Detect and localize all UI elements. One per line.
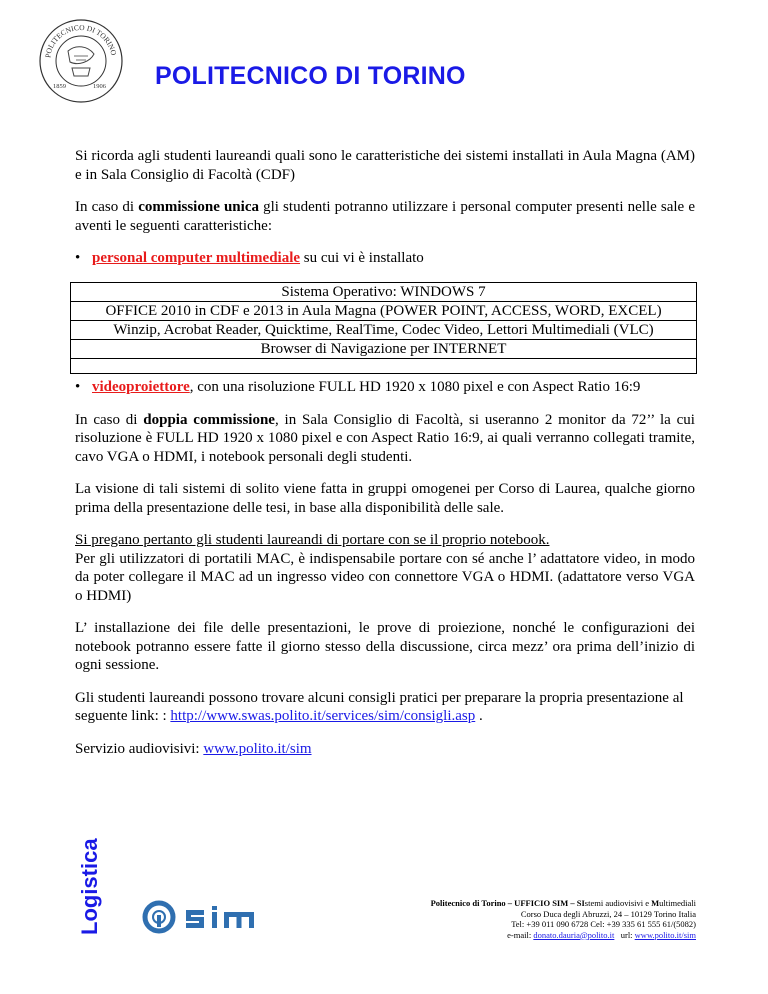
specs-row: OFFICE 2010 in CDF e 2013 in Aula Magna (POWER POINT, ACCESS, WORD, EXCEL) xyxy=(71,302,697,321)
sim-website-link[interactable]: www.polito.it/sim xyxy=(203,740,312,757)
specs-row: Winzip, Acrobat Reader, Quicktime, RealTime, Codec Video, Lettori Multimediali (VLC) xyxy=(71,321,697,340)
university-seal-logo xyxy=(38,18,124,104)
footer-office-line: Politecnico di Torino – UFFICIO SIM – SIstemi audiovisivi e Multimediali xyxy=(430,898,696,908)
sim-logo xyxy=(142,900,282,934)
document-body xyxy=(75,147,695,282)
visione-paragraph: La visione di tali sistemi di solito viene fatta in gruppi omogenei per Corso di Laurea, qualche giorno prima della presentazione delle tesi, in base alla disponibilità delle sale. xyxy=(75,481,695,516)
mac-paragraph: Per gli utilizzatori di portatili MAC, è indispensabile portare con sé anche l’ adattatore video, in modo da poter collegare il MAC ad un ingresso video con connettore VGA o HDMI. (adattatore verso VGA o HDMI) xyxy=(75,550,695,604)
specs-row: Browser di Navigazione per INTERNET xyxy=(71,340,697,359)
installazione-paragraph: L’ installazione dei file delle presentazioni, le prove di proiezione, nonché le configurazioni dei notebook potranno essere fatte il giorno stesso della discussione, circa mezz’ ora prima dell’inizio di ogni sessione. xyxy=(75,620,695,673)
consigli-paragraph: Gli studenti laureandi possono trovare alcuni consigli pratici per preparare la propria presentazione al seguente link: : http://www.swas.polito.it/services/sim/consigli.asp . xyxy=(75,689,684,724)
document-body-lower xyxy=(75,378,695,772)
side-label: Logistica xyxy=(77,838,102,935)
doppia-commissione-paragraph: In caso di doppia commissione, in Sala Consiglio di Facoltà, si useranno 2 monitor da 72’’ la cui risoluzione è FULL HD 1920 x 1080 pixel e con Aspect Ratio 16:9, ai quali verranno collegati tramite, cavo VGA o HDMI, i notebook personali degli studenti. xyxy=(75,411,695,465)
page-title: POLITECNICO DI TORINO xyxy=(155,62,466,90)
footer-phone-line: Tel: +39 011 090 6728 Cel: +39 335 61 555 61/(5082) xyxy=(511,919,696,929)
notebook-paragraph xyxy=(75,531,695,550)
footer-email-link[interactable]: donato.dauria@polito.it xyxy=(533,929,615,940)
svg-text:1906: 1906 xyxy=(93,83,106,90)
videoproiettore-link[interactable]: videoproiettore xyxy=(92,379,190,395)
specs-row: Sistema Operativo: WINDOWS 7 xyxy=(71,283,697,302)
footer-contact-line: e-mail: donato.dauria@polito.it url: www.polito.it/sim xyxy=(507,929,696,940)
footer-url-link[interactable]: www.polito.it/sim xyxy=(634,929,696,940)
consigli-link[interactable]: http://www.swas.polito.it/services/sim/consigli.asp xyxy=(170,708,476,724)
specs-table xyxy=(70,282,697,374)
servizio-paragraph: Servizio audiovisivi: www.polito.it/sim xyxy=(75,740,312,757)
footer-address xyxy=(431,898,696,940)
specs-row xyxy=(71,359,697,374)
commissione-unica-paragraph: In caso di commissione unica gli studenti potranno utilizzare i personal computer presenti nelle sale e aventi le seguenti caratteristiche: xyxy=(75,199,695,234)
svg-text:POLITECNICO DI TORINO: POLITECNICO DI TORINO xyxy=(43,22,119,59)
notebook-underlined: Si pregano pertanto gli studenti laureandi di portare con se il proprio notebook. xyxy=(75,532,550,548)
bullet-videoproiettore: • videoproiettore, con una risoluzione FULL HD 1920 x 1080 pixel e con Aspect Ratio 16:9 xyxy=(75,378,695,397)
footer-address-line: Corso Duca degli Abruzzi, 24 – 10129 Torino Italia xyxy=(520,908,696,919)
bullet-personal-computer: • personal computer multimediale su cui vi è installato xyxy=(75,249,695,268)
intro-paragraph: Si ricorda agli studenti laureandi quali sono le caratteristiche dei sistemi installati in Aula Magna (AM) e in Sala Consiglio di Facoltà (CDF) xyxy=(75,148,695,183)
svg-text:1859: 1859 xyxy=(53,83,66,90)
personal-computer-link[interactable]: personal computer multimediale xyxy=(92,250,301,266)
